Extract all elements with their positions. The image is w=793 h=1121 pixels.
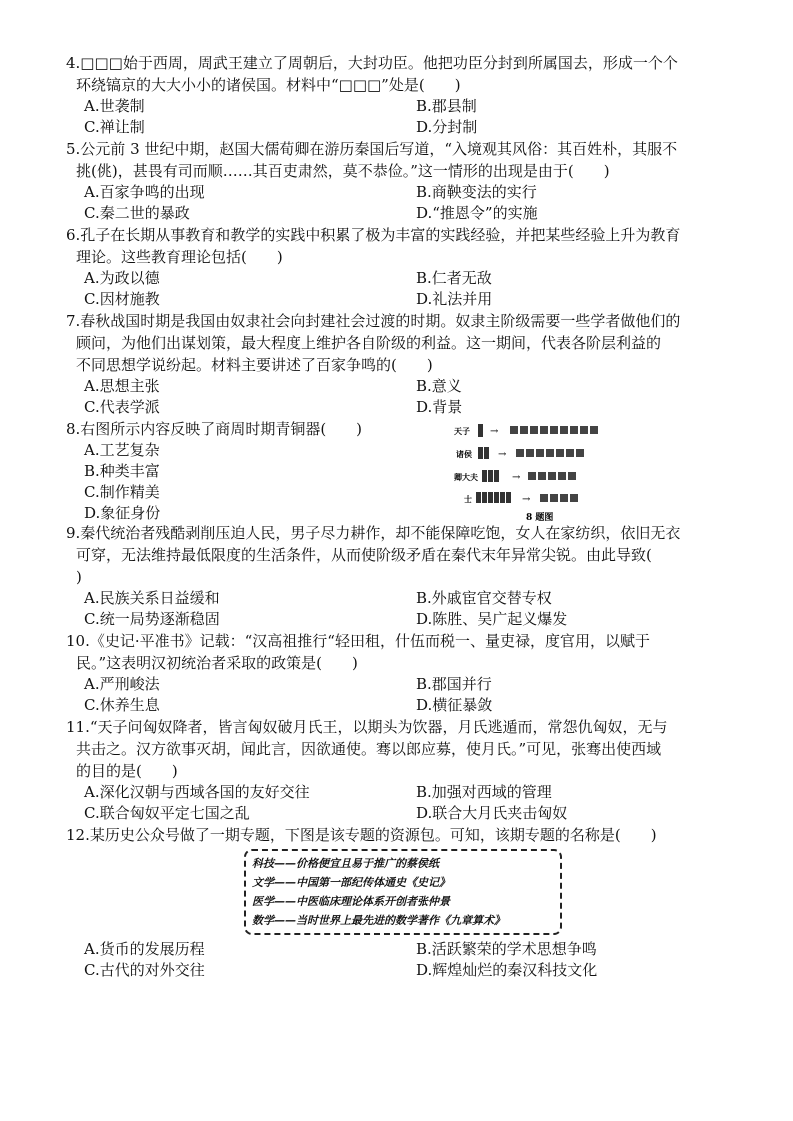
- arrow-icon: →: [490, 426, 499, 437]
- q11-stem-line1: 11.“天子问匈奴降者，皆言匈奴破月氏王，以期头为饮器，月氏逃遁而，常怨仇匈奴，无与: [66, 718, 668, 736]
- q5-option-a[interactable]: A.百家争鸣的出现: [84, 183, 205, 201]
- gui-vessels-row-4: [540, 494, 578, 502]
- q7-option-c[interactable]: C.代表学派: [84, 398, 160, 416]
- q11-stem-line3: 的目的是( ): [76, 762, 178, 780]
- gui-vessels-row-1: [510, 426, 598, 434]
- q8-block: [66, 418, 731, 522]
- figure-caption: 8 题图: [526, 513, 554, 523]
- q11-stem-line2: 共击之。汉方欲事灭胡，闻此言，因欲通使。骞以郎应募，使月氏。”可见，张骞出使西域: [76, 740, 662, 758]
- q4-option-c[interactable]: C.禅让制: [84, 118, 145, 136]
- q6-options: [66, 268, 731, 310]
- q10-stem-line1: 10.《史记·平准书》记载：“汉高祖推行“轻田租，什伍而税一、量吏禄，度官用，以赋于: [66, 632, 650, 650]
- bronze-ritual-figure: [454, 420, 624, 524]
- q4-stem-line1: 4.□□□始于西周，周武王建立了周朝后，大封功臣。他把功臣分封到所属国去，形成一个个: [66, 54, 678, 72]
- q5-option-b[interactable]: B.商鞅变法的实行: [416, 183, 537, 201]
- q10-option-a[interactable]: A.严刑峻法: [84, 675, 160, 693]
- q9-option-a[interactable]: A.民族关系日益缓和: [84, 589, 220, 607]
- q4-options: [66, 96, 731, 138]
- q11-option-b[interactable]: B.加强对西域的管理: [416, 783, 552, 801]
- q6-option-d[interactable]: D.礼法并用: [416, 290, 493, 308]
- q10-option-c[interactable]: C.休养生息: [84, 696, 160, 714]
- gui-vessels-row-3: [528, 472, 576, 480]
- q9-option-d[interactable]: D.陈胜、吴广起义爆发: [416, 610, 568, 628]
- q12-option-a[interactable]: A.货币的发展历程: [84, 940, 205, 958]
- q9-option-c[interactable]: C.统一局势逐渐稳固: [84, 610, 220, 628]
- q8-option-b[interactable]: B.种类丰富: [84, 462, 160, 480]
- q11-option-a[interactable]: A.深化汉朝与西域各国的友好交往: [84, 783, 310, 801]
- q9-stem-line3: ): [76, 568, 82, 586]
- rank-label-tianzi: 天子: [454, 426, 470, 436]
- q6-stem-line1: 6.孔子在长期从事教育和教学的实践中积累了极为丰富的实践经验，并把某些经验上升为教育: [66, 226, 681, 244]
- q5-stem-line2: 挑(佻)，甚畏有司而顺……其百吏肃然，莫不恭俭。”这一情形的出现是由于( ): [76, 162, 610, 180]
- rank-label-shi: 士: [464, 494, 472, 504]
- q9-option-b[interactable]: B.外戚宦官交替专权: [416, 589, 552, 607]
- resource-line-literature: 文学——中国第一部纪传体通史《史记》: [252, 876, 450, 889]
- q4-stem-line2: 环绕镐京的大大小小的诸侯国。材料中“□□□”处是( ): [76, 76, 461, 94]
- q9-stem-line1: 9.秦代统治者残酷剥削压迫人民，男子尽力耕作，却不能保障吃饱，女人在家纺织，依旧无衣: [66, 524, 681, 542]
- q7-stem-line3: 不同思想学说纷起。材料主要讲述了百家争鸣的( ): [76, 356, 433, 374]
- q7-option-b[interactable]: B.意义: [416, 377, 462, 395]
- q12-option-d[interactable]: D.辉煌灿烂的秦汉科技文化: [416, 961, 598, 979]
- resource-line-tech: 科技——价格便宜且易于推广的蔡侯纸: [252, 857, 439, 870]
- q10-option-d[interactable]: D.横征暴敛: [416, 696, 493, 714]
- q6-option-b[interactable]: B.仁者无敌: [416, 269, 492, 287]
- q6-option-c[interactable]: C.因材施教: [84, 290, 160, 308]
- q12-option-b[interactable]: B.活跃繁荣的学术思想争鸣: [416, 940, 597, 958]
- resource-line-medicine: 医学——中医临床理论体系开创者张仲景: [252, 895, 450, 908]
- q11-option-d[interactable]: D.联合大月氏夹击匈奴: [416, 804, 568, 822]
- q5-stem-line1: 5.公元前 3 世纪中期，赵国大儒荀卿在游历秦国后写道，“入境观其风俗：其百姓朴，其服不: [66, 140, 678, 158]
- q9-stem-line2: 可穿，无法维持最低限度的生活条件，从而使阶级矛盾在秦代末年异常尖锐。由此导致(: [76, 546, 652, 564]
- q6-stem-line2: 理论。这些教育理论包括( ): [76, 248, 283, 266]
- q10-stem-line2: 民。”这表明汉初统治者采取的政策是( ): [76, 654, 358, 672]
- ding-icon: [478, 424, 483, 437]
- arrow-icon: →: [522, 494, 531, 505]
- q8-stem: 8.右图所示内容反映了商周时期青铜器( ): [66, 420, 363, 438]
- q7-option-a[interactable]: A.思想主张: [84, 377, 160, 395]
- q9-options: [66, 588, 731, 630]
- q11-options: [66, 782, 731, 824]
- resource-pack-box: [244, 849, 562, 935]
- gui-vessels-row-2: [516, 449, 584, 457]
- q4-option-d[interactable]: D.分封制: [416, 118, 478, 136]
- q8-option-a[interactable]: A.工艺复杂: [84, 441, 160, 459]
- q5-options: [66, 182, 731, 224]
- q12-option-c[interactable]: C.古代的对外交往: [84, 961, 205, 979]
- q4-option-a[interactable]: A.世袭制: [84, 97, 145, 115]
- exam-page: [66, 52, 731, 981]
- arrow-icon: →: [498, 449, 507, 460]
- rank-label-qingdafu: 卿大夫: [454, 472, 478, 482]
- q7-options: [66, 376, 731, 418]
- rank-label-zhuhou: 诸侯: [456, 449, 472, 459]
- q8-option-c[interactable]: C.制作精美: [84, 483, 160, 501]
- resource-line-math: 数学——当时世界上最先进的数学著作《九章算术》: [252, 914, 505, 927]
- q5-option-c[interactable]: C.秦二世的暴政: [84, 204, 190, 222]
- q5-option-d[interactable]: D.“推恩令”的实施: [416, 204, 538, 222]
- q6-option-a[interactable]: A.为政以德: [84, 269, 160, 287]
- q12-options: [66, 939, 731, 981]
- q11-option-c[interactable]: C.联合匈奴平定七国之乱: [84, 804, 250, 822]
- q7-option-d[interactable]: D.背景: [416, 398, 463, 416]
- q8-option-d[interactable]: D.象征身份: [84, 504, 161, 522]
- q7-stem-line2: 顾问，为他们出谋划策，最大程度上维护各自阶级的利益。这一期间，代表各阶层利益的: [76, 334, 662, 352]
- q4-option-b[interactable]: B.郡县制: [416, 97, 477, 115]
- q7-stem-line1: 7.春秋战国时期是我国由奴隶社会向封建社会过渡的时期。奴隶主阶级需要一些学者做他们的: [66, 312, 681, 330]
- q10-options: [66, 674, 731, 716]
- ding-row-4: [476, 492, 511, 503]
- q10-option-b[interactable]: B.郡国并行: [416, 675, 492, 693]
- arrow-icon: →: [512, 472, 521, 483]
- q12-stem: 12.某历史公众号做了一期专题，下图是该专题的资源包。可知，该期专题的名称是( ): [66, 826, 657, 844]
